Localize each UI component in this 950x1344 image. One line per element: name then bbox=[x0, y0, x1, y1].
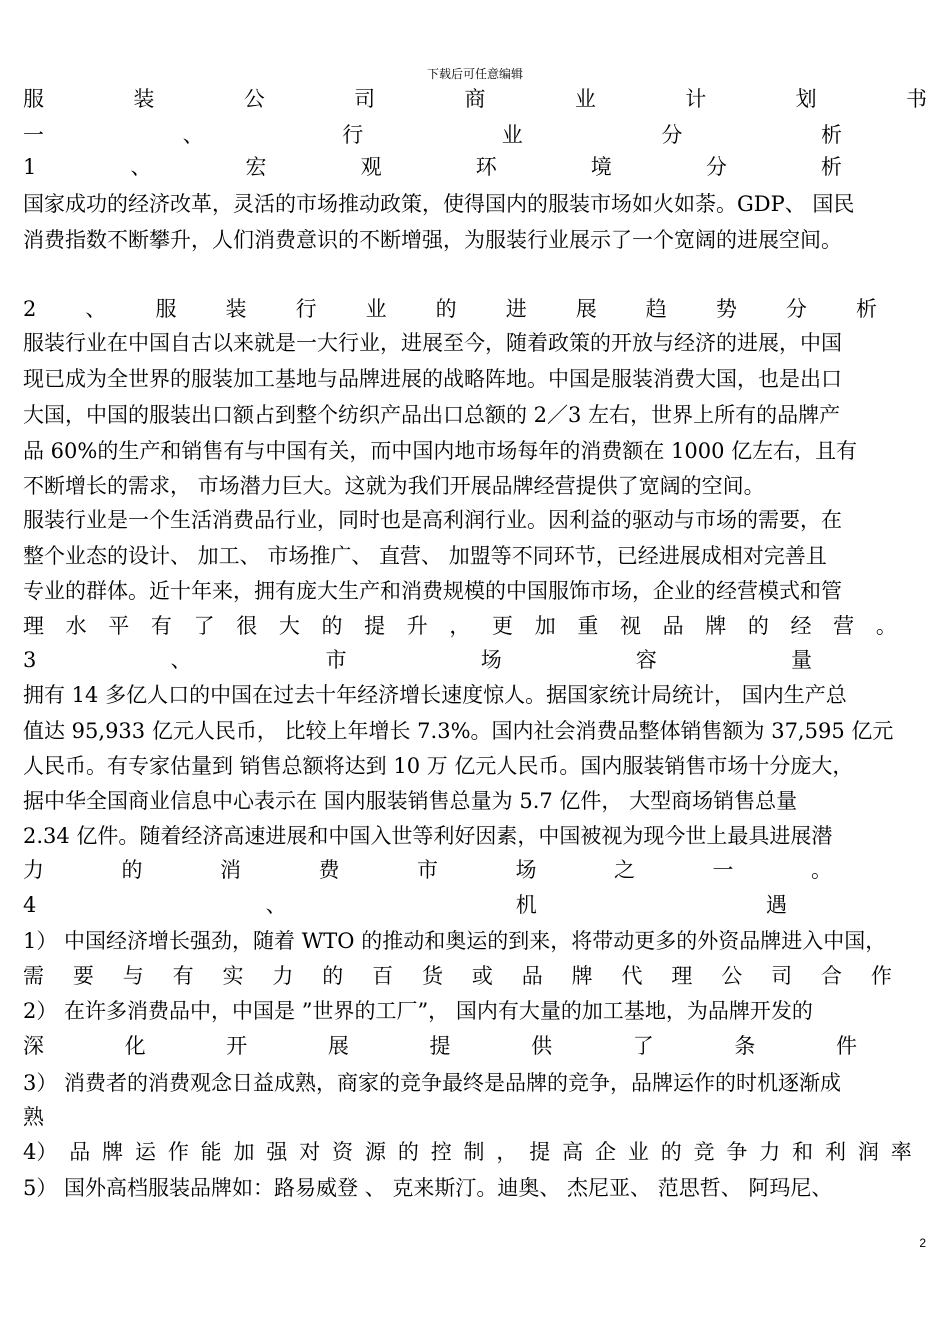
paragraph-line: 服装行业是一个生活消费品行业，同时也是高利润行业。因利益的驱动与市场的需要，在 bbox=[23, 508, 842, 532]
char: 理 bbox=[23, 614, 44, 638]
char: 提 bbox=[364, 614, 386, 638]
char: 书 bbox=[906, 87, 927, 111]
char: 行 bbox=[342, 123, 364, 147]
char: 趋 bbox=[645, 297, 667, 321]
char: 牌 bbox=[705, 614, 727, 638]
char: 实 bbox=[222, 964, 244, 988]
char: 与 bbox=[122, 964, 144, 988]
char: 市 bbox=[325, 648, 347, 672]
char: 需 bbox=[23, 964, 44, 988]
char: 、 bbox=[182, 123, 204, 147]
char: 供 bbox=[531, 1034, 553, 1058]
char: 润 bbox=[857, 1140, 879, 1164]
char: 公 bbox=[243, 87, 265, 111]
char: 对 bbox=[299, 1140, 321, 1164]
char: 计 bbox=[685, 87, 707, 111]
paragraph-line: 品 60%的生产和销售有与中国有关，而中国内地市场每年的消费额在 1000 亿左右，且有 bbox=[23, 439, 858, 463]
paragraph-line: 消费指数不断攀升，人们消费意识的不断增强，为服装行业展示了一个宽阔的进展空间。 bbox=[23, 228, 842, 252]
char: 商 bbox=[464, 87, 486, 111]
char: 一 bbox=[23, 123, 44, 147]
char: 制 bbox=[463, 1140, 485, 1164]
char: 牌 bbox=[102, 1140, 124, 1164]
char: 的 bbox=[747, 614, 769, 638]
char: 提 bbox=[529, 1140, 551, 1164]
char: 高 bbox=[562, 1140, 584, 1164]
paragraph-line: 服装行业在中国自古以来就是一大行业，进展至今，随着政策的开放与经济的进展，中国 bbox=[23, 331, 842, 355]
subheading-opportunities bbox=[23, 887, 927, 923]
char: 条 bbox=[734, 1034, 756, 1058]
list-item: 5） 国外高档服装品牌如：路易威登 、 克来斯汀。迪奥、 杰尼亚、 范思哲、 阿玛尼、 bbox=[23, 1176, 833, 1200]
char: 展 bbox=[327, 1034, 349, 1058]
char: 进 bbox=[505, 297, 527, 321]
char: 司 bbox=[771, 964, 793, 988]
char: 或 bbox=[471, 964, 493, 988]
char: 装 bbox=[225, 297, 247, 321]
char: 水 bbox=[65, 614, 87, 638]
char: 装 bbox=[133, 87, 155, 111]
char: 百 bbox=[372, 964, 394, 988]
char: 遇 bbox=[765, 893, 787, 917]
char: 1 bbox=[23, 155, 37, 179]
char: 控 bbox=[430, 1140, 452, 1164]
paragraph-line: 据中华全国商业信息中心表示在 国内服装销售总量为 5.7 亿件， 大型商场销售总量 bbox=[23, 789, 798, 813]
list-item-continuation bbox=[23, 958, 927, 994]
char: 加 bbox=[534, 614, 556, 638]
char: 代 bbox=[621, 964, 643, 988]
char: 件 bbox=[836, 1034, 857, 1058]
paragraph-line: 国家成功的经济改革，灵活的市场推动政策，使得国内的服装市场如火如荼。GDP、 国民 bbox=[23, 192, 855, 216]
char: 一 bbox=[712, 858, 734, 882]
char: 视 bbox=[619, 614, 641, 638]
list-item: 2） 在许多消费品中，中国是 ”世界的工厂”， 国内有大量的加工基地，为品牌开发的 bbox=[23, 999, 813, 1023]
document-title bbox=[23, 81, 927, 117]
char: 、 bbox=[85, 297, 107, 321]
paragraph-line: 不断增长的需求， 市场潜力巨大。这就为我们开展品牌经营提供了宽阔的空间。 bbox=[23, 474, 765, 498]
char: 析 bbox=[820, 123, 842, 147]
char: 资 bbox=[332, 1140, 354, 1164]
char: 力 bbox=[23, 858, 44, 882]
char: 分 bbox=[705, 155, 727, 179]
char: 场 bbox=[515, 858, 537, 882]
char: 利 bbox=[825, 1140, 846, 1164]
list-item: 3） 消费者的消费观念日益成熟，商家的竞争最终是品牌的竞争，品牌运作的时机逐渐成 bbox=[23, 1071, 842, 1095]
char: 服 bbox=[23, 87, 44, 111]
char: 公 bbox=[721, 964, 743, 988]
char: 了 bbox=[632, 1034, 654, 1058]
char: 环 bbox=[475, 155, 497, 179]
char: 要 bbox=[72, 964, 94, 988]
page-number: 2 bbox=[919, 1236, 926, 1250]
char: 展 bbox=[575, 297, 597, 321]
list-item-continuation bbox=[23, 1028, 927, 1064]
char: 量 bbox=[791, 648, 812, 672]
char: 场 bbox=[480, 648, 502, 672]
paragraph-line-justified bbox=[23, 852, 927, 888]
paragraph-line: 大国，中国的服装出口额占到整个纺织产品出口总额的 2／3 左右，世界上所有的品牌产 bbox=[23, 403, 841, 427]
char: 势 bbox=[715, 297, 737, 321]
char: 货 bbox=[422, 964, 443, 988]
char: 品 bbox=[521, 964, 543, 988]
char: 、 bbox=[170, 648, 192, 672]
char: 观 bbox=[360, 155, 382, 179]
char: 强 bbox=[266, 1140, 288, 1164]
char: 境 bbox=[590, 155, 612, 179]
char: 企 bbox=[594, 1140, 616, 1164]
char: 2 bbox=[23, 297, 37, 321]
char: 升 bbox=[406, 614, 428, 638]
char: 4 bbox=[23, 893, 37, 917]
char: 深 bbox=[23, 1034, 44, 1058]
list-item-justified bbox=[23, 1134, 927, 1170]
char: ， bbox=[449, 614, 471, 638]
char: 行 bbox=[295, 297, 317, 321]
paragraph-line: 2.34 亿件。随着经济高速进展和中国入世等利好因素，中国被视为现今世上最具进展潜 bbox=[23, 824, 833, 848]
section-heading-industry-analysis bbox=[23, 117, 927, 153]
paragraph-line: 专业的群体。近十年来，拥有庞大生产和消费规模的中国服饰市场，企业的经营模式和管 bbox=[23, 579, 842, 603]
char: 服 bbox=[155, 297, 177, 321]
char: 作 bbox=[167, 1140, 189, 1164]
char: 业 bbox=[501, 123, 523, 147]
paragraph-line: 拥有 14 多亿人口的中国在过去十年经济增长速度惊人。据国家统计局统计， 国内生产总 bbox=[23, 683, 847, 707]
char: 品 bbox=[662, 614, 684, 638]
char: 析 bbox=[855, 297, 877, 321]
char: 平 bbox=[108, 614, 130, 638]
char: 的 bbox=[660, 1140, 682, 1164]
char: 加 bbox=[233, 1140, 255, 1164]
char: 业 bbox=[365, 297, 387, 321]
char: 很 bbox=[236, 614, 258, 638]
char: 的 bbox=[121, 858, 143, 882]
char: 合 bbox=[821, 964, 842, 988]
char: 。 bbox=[875, 614, 897, 638]
char: 费 bbox=[318, 858, 340, 882]
char: 品 bbox=[69, 1140, 91, 1164]
paragraph-line: 值达 95,933 亿元人民币， 比较上年增长 7.3%。国内社会消费品整体销售额为 37,595 亿元 bbox=[23, 719, 894, 743]
char: 机 bbox=[515, 893, 537, 917]
char: 和 bbox=[792, 1140, 814, 1164]
paragraph-line: 整个业态的设计、 加工、 市场推广、 直营、 加盟等不同环节，已经进展成相对完善且 bbox=[23, 544, 827, 568]
char: 化 bbox=[124, 1034, 146, 1058]
char: 牌 bbox=[571, 964, 593, 988]
char: 作 bbox=[870, 964, 892, 988]
char: 源 bbox=[364, 1140, 386, 1164]
char: 能 bbox=[200, 1140, 222, 1164]
char: 率 bbox=[890, 1140, 912, 1164]
char: 重 bbox=[577, 614, 599, 638]
paragraph-line-justified bbox=[23, 608, 927, 644]
char: 理 bbox=[671, 964, 693, 988]
char: 有 bbox=[172, 964, 194, 988]
char: 力 bbox=[272, 964, 294, 988]
char: 市 bbox=[417, 858, 438, 882]
char: 消 bbox=[220, 858, 241, 882]
paragraph-line: 现已成为全世界的服装加工基地与品牌进展的战略阵地。中国是服装消费大国，也是出口 bbox=[23, 367, 842, 391]
char: 更 bbox=[492, 614, 514, 638]
paragraph-line: 人民币。有专家估量到 销售总额将达到 10 万 亿元人民币。国内服装销售市场十分庞大， bbox=[23, 754, 854, 778]
char: 业 bbox=[627, 1140, 649, 1164]
char: 开 bbox=[226, 1034, 248, 1058]
char: 、 bbox=[265, 893, 287, 917]
char: 、 bbox=[130, 155, 152, 179]
subheading-market-capacity bbox=[23, 642, 927, 678]
char: 之 bbox=[614, 858, 635, 882]
list-item-continuation: 熟 bbox=[23, 1105, 44, 1129]
char: 运 bbox=[134, 1140, 156, 1164]
char: 划 bbox=[795, 87, 817, 111]
char: 营 bbox=[833, 614, 855, 638]
char: 分 bbox=[661, 123, 683, 147]
char: 宏 bbox=[245, 155, 267, 179]
char: 析 bbox=[820, 155, 842, 179]
char: 4） bbox=[23, 1140, 58, 1164]
char: 业 bbox=[574, 87, 596, 111]
char: 大 bbox=[278, 614, 300, 638]
subheading-macro-environment bbox=[23, 149, 927, 185]
char: ， bbox=[496, 1140, 518, 1164]
char: 3 bbox=[23, 648, 37, 672]
char: 争 bbox=[726, 1140, 748, 1164]
char: 竞 bbox=[693, 1140, 715, 1164]
char: 的 bbox=[435, 297, 457, 321]
char: 了 bbox=[193, 614, 215, 638]
char: 司 bbox=[354, 87, 376, 111]
char: 。 bbox=[811, 858, 832, 882]
list-item: 1） 中国经济增长强劲，随着 WTO 的推动和奥运的到来，将带动更多的外资品牌进入中国， bbox=[23, 929, 887, 953]
char: 有 bbox=[150, 614, 172, 638]
char: 提 bbox=[429, 1034, 451, 1058]
char: 的 bbox=[322, 964, 344, 988]
char: 分 bbox=[785, 297, 807, 321]
subheading-industry-trend bbox=[23, 291, 927, 327]
char: 的 bbox=[321, 614, 343, 638]
char: 经 bbox=[790, 614, 812, 638]
page-header: 下载后可任意编辑 bbox=[426, 67, 523, 81]
char: 力 bbox=[759, 1140, 781, 1164]
char: 的 bbox=[397, 1140, 419, 1164]
char: 容 bbox=[635, 648, 657, 672]
